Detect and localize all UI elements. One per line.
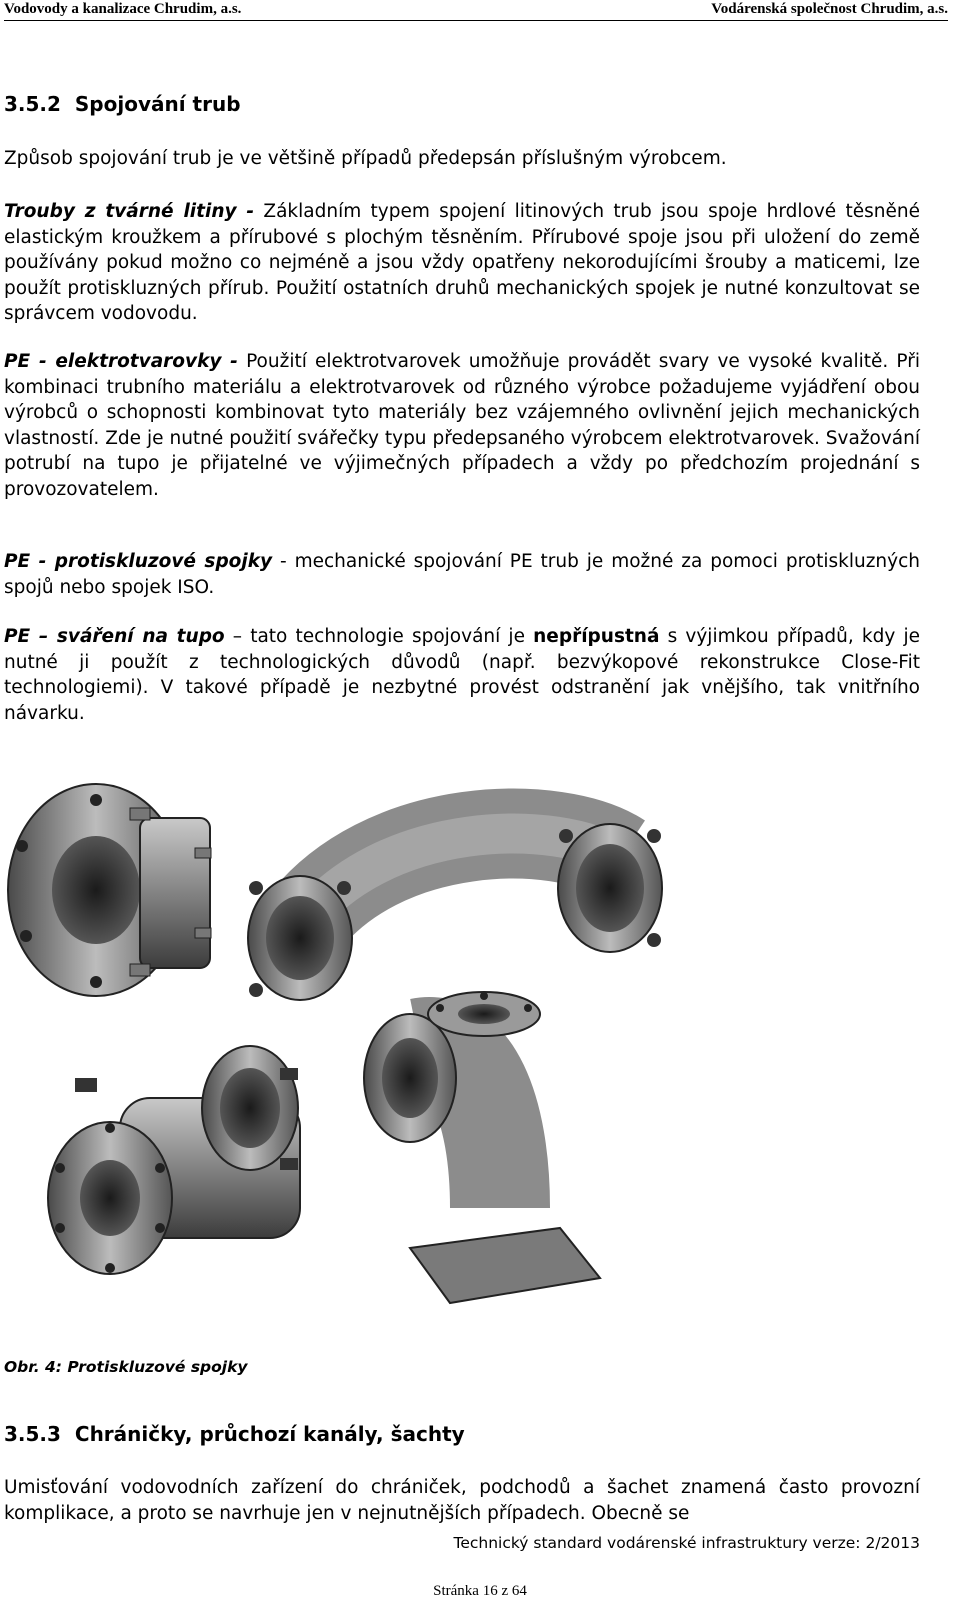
section-title: Spojování trub: [74, 92, 241, 116]
section-number: 3.5.3: [4, 1422, 61, 1446]
antislip-text: - mechanické spojování PE trub je možné za pomoci protiskluzných spojů nebo spojek ISO.: [4, 551, 920, 598]
ductile-iron-paragraph: [4, 199, 920, 327]
electrofusion-paragraph: [4, 349, 920, 502]
duckfoot-bend-image: [364, 992, 600, 1303]
section-title: Chráničky, průchozí kanály, šachty: [74, 1422, 465, 1446]
section-heading-3-5-2: [4, 92, 241, 116]
tee-coupling-image: [48, 1046, 300, 1274]
intro-paragraph: Způsob spojování trub je ve většině případů předepsán příslušným výrobcem.: [4, 148, 727, 169]
butt-welding-text-before: – tato technologie spojování je: [224, 626, 534, 647]
closing-paragraph: Umisťování vodovodních zařízení do chrániček, podchodů a šachet znamená často provozní komplikace, a proto se navrhuje jen v nejnutnějších případech. Obecně se: [4, 1477, 920, 1524]
header-left: Vodovody a kanalizace Chrudim, a.s.: [4, 1, 242, 17]
butt-welding-paragraph: [4, 624, 920, 726]
coupled-bend-image: [248, 824, 662, 1000]
ductile-iron-lead: Trouby z tvárné litiny -: [4, 201, 255, 222]
coupling-photo-figure: [0, 778, 960, 1318]
butt-welding-text-after: s výjimkou případů, kdy je nutné ji použít z technologických důvodů (např. bezvýkopové rekonstrukce Close-Fit technologiemi). V takové případě je nezbytné provést odstranění jak vnějšího, tak vnitřního návarku.: [4, 626, 920, 724]
electrofusion-lead: PE - elektrotvarovky -: [4, 351, 238, 372]
footer-standard: Technický standard vodárenské infrastruktury verze: 2/2013: [453, 1534, 920, 1552]
antislip-paragraph: [4, 549, 920, 600]
header-rule: [4, 20, 948, 21]
electrofusion-text: Použití elektrotvarovek umožňuje provádět svary ve vysoké kvalitě. Při kombinaci trubního materiálu a elektrotvarovek od různého výrobce požadujeme vyjádření obou výrobců o schopnosti kombinovat tyto materiály bez vzájemného ovlivnění jejich mechanických vlastností. Zde je nutné použití svářečky typu předepsaného výrobcem elektrotvarovek. Svažování potrubí na tupo je přijatelné ve výjimečných případech a vždy po předchozím projednání s provozovatelem.: [4, 351, 921, 500]
antislip-lead: PE - protiskluzové spojky: [4, 551, 273, 572]
section-number: 3.5.2: [4, 92, 61, 116]
ductile-iron-text: Základním typem spojení litinových trub jsou spoje hrdlové těsněné elastickým kroužkem a přírubové s plochým těsněním. Přírubové spoje jsou při uložení do země používány pokud možno co nejméně a jsou vždy opatřeny nekorodujícími šrouby a maticemi, lze použít protiskluzných přírub. Použití ostatních druhů mechanických spojek je nutné konzultovat se správcem vodovodu.: [4, 201, 920, 324]
butt-welding-lead: PE – sváření na tupo: [4, 626, 225, 647]
footer-page-number: Stránka 16 z 64: [433, 1583, 527, 1599]
figure-caption: Obr. 4: Protiskluzové spojky: [4, 1358, 248, 1376]
section-heading-3-5-3: [4, 1422, 465, 1446]
flange-adaptor-image: [8, 784, 211, 996]
butt-welding-strong: nepřípustná: [533, 626, 660, 647]
header-right: Vodárenská společnost Chrudim, a.s.: [711, 1, 948, 17]
